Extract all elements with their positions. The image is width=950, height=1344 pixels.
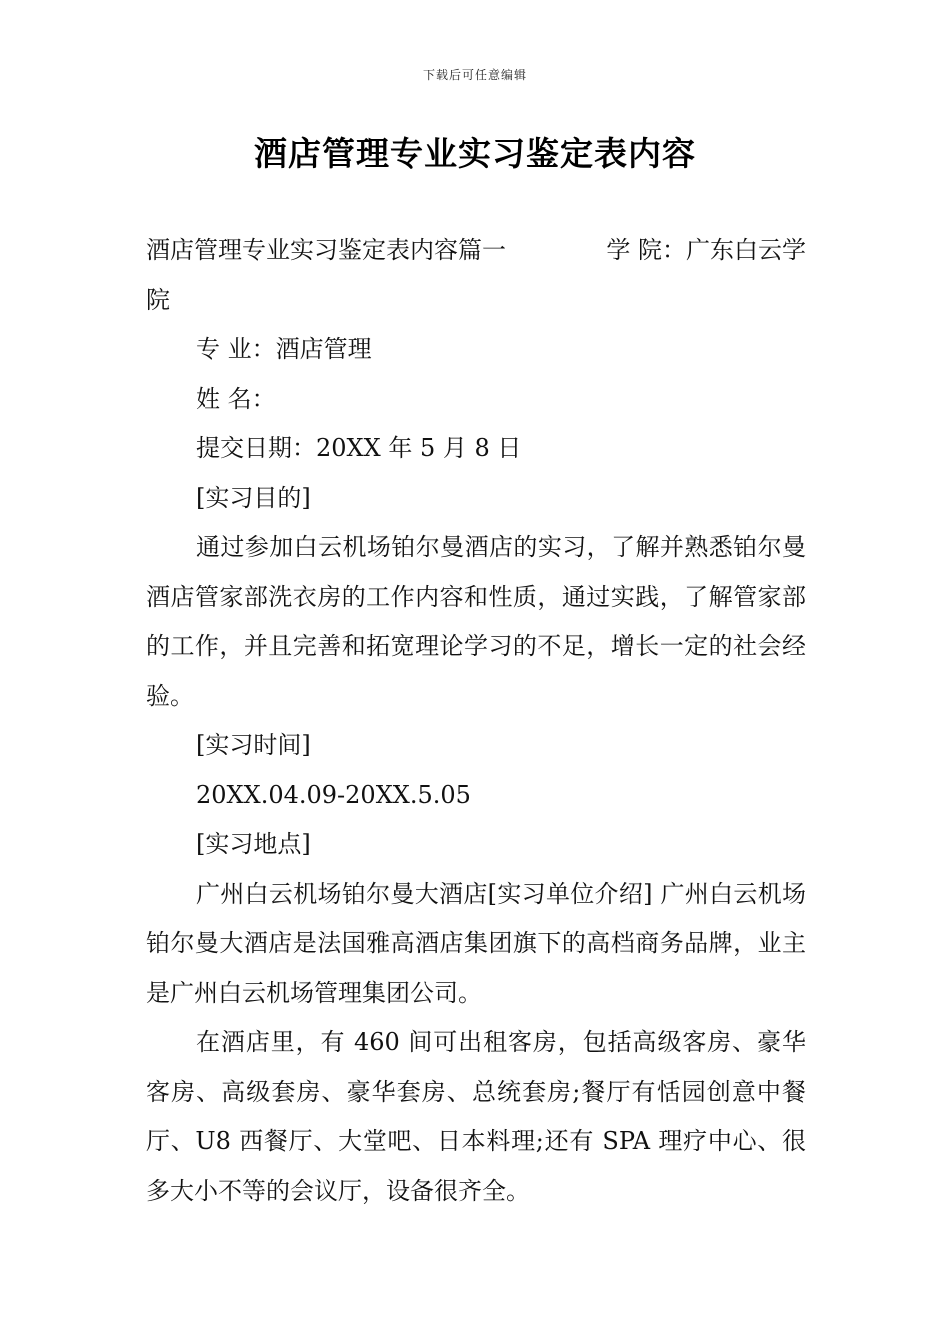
place-paragraph: 广州白云机场铂尔曼大酒店[实习单位介绍] 广州白云机场铂尔曼大酒店是法国雅高酒店集团旗下的高档商务品牌，业主是广州白云机场管理集团公司。	[146, 879, 806, 1007]
intro-line	[146, 226, 806, 276]
time-paragraph: 20XX.04.09-20XX.5.05	[196, 780, 471, 809]
purpose-paragraph: 通过参加白云机场铂尔曼酒店的实习，了解并熟悉铂尔曼酒店管家部洗衣房的工作内容和性质，通过实践，了解管家部的工作，并且完善和拓宽理论学习的不足，增长一定的社会经验。	[146, 533, 806, 710]
hotel-paragraph: 在酒店里，有 460 间可出租客房，包括高级客房、豪华客房、高级套房、豪华套房、总统套房;餐厅有恬园创意中餐厅、U8 西餐厅、大堂吧、日本料理;还有 SPA 理疗中心、很多大小不等的会议厅，设备很齐全。	[146, 1028, 806, 1205]
college-field-continued: 院	[146, 285, 170, 314]
document-body	[146, 226, 806, 1216]
submit-date-field: 提交日期：20XX 年 5 月 8 日	[196, 434, 522, 462]
document-title: 酒店管理专业实习鉴定表内容	[254, 134, 696, 173]
name-field: 姓 名：	[196, 384, 276, 413]
purpose-heading: [实习目的]	[196, 483, 311, 512]
header-note: 下载后可任意编辑	[422, 68, 527, 82]
college-field: 学 院：广东白云学	[606, 236, 806, 264]
place-heading: [实习地点]	[196, 830, 311, 858]
major-field: 专 业：酒店管理	[196, 335, 372, 363]
time-heading: [实习时间]	[196, 731, 311, 759]
intro-heading: 酒店管理专业实习鉴定表内容篇一	[146, 236, 506, 264]
